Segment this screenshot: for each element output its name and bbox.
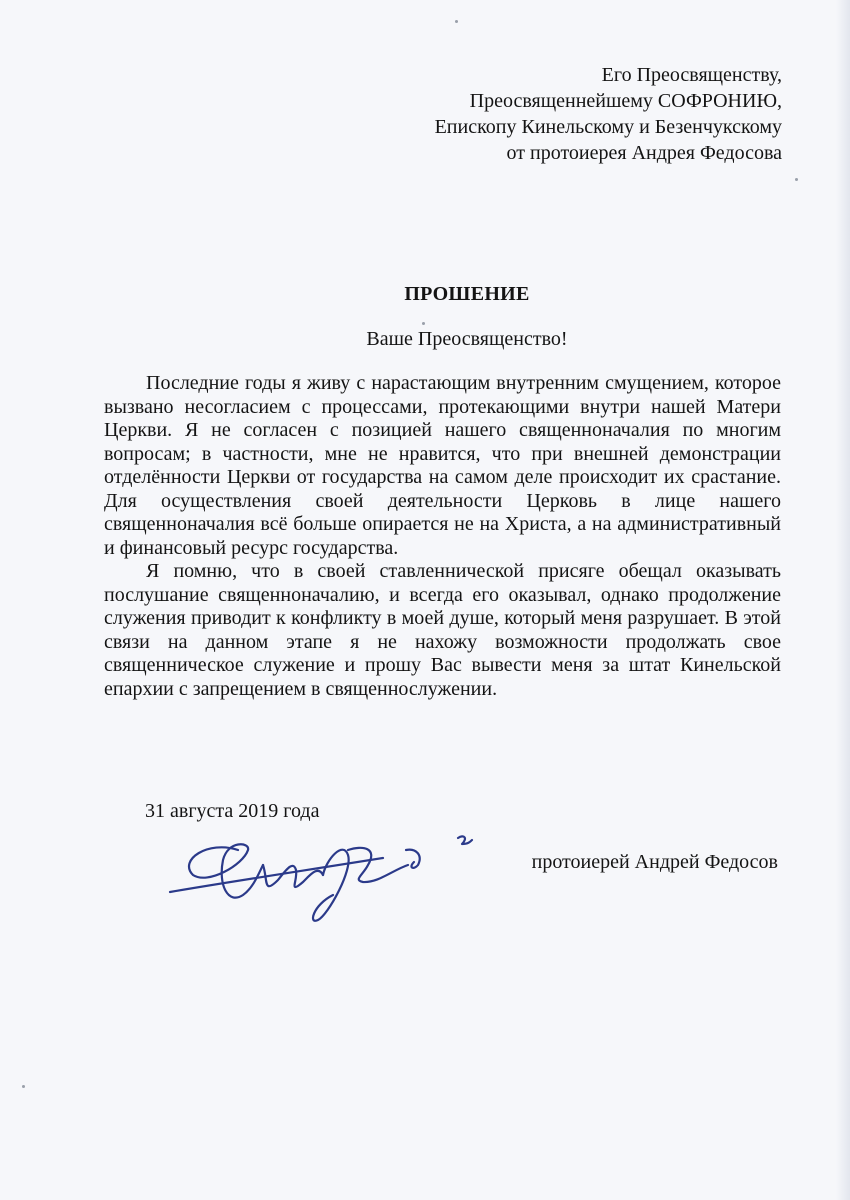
paragraph: Последние годы я живу с нарастающим внутренним смущением, которое вызвано несогласием с процессами, протекающими внутри нашей Матери Церкви. Я не согласен с позицией нашего священноначалия по многим вопросам; в частности, мне не нравится, что при внешней демонстрации отделённости Церкви от государства на самом деле происходит их срастание. Для осуществления своей деятельности Церковь в лице нашего священноначалия всё больше опирается не на Христа, а на административный и финансовый ресурс государства. <box>104 372 781 559</box>
paragraph: Я помню, что в своей ставленнической присяге обещал оказывать послушание священноначалию, и всегда его оказывал, однако продолжение служения приводит к конфликту в моей душе, который меня разрушает. В этой связи на данном этапе я не нахожу возможности продолжать свое священническое служение и прошу Вас вывести меня за штат Кинельской епархии с запрещением в священнослужении. <box>104 560 781 700</box>
letter-date: 31 августа 2019 года <box>145 800 320 822</box>
addressee-line: от протоиерея Андрея Федосова <box>506 142 782 164</box>
addressee-line: Преосвященнейшему СОФРОНИЮ, <box>469 90 782 112</box>
addressee-line: Его Преосвященству, <box>601 64 782 86</box>
letter-body <box>104 372 781 701</box>
salutation: Ваше Преосвященство! <box>366 328 568 350</box>
scan-speck <box>422 322 425 325</box>
scan-edge-shadow <box>836 0 850 1200</box>
scan-speck <box>22 1085 25 1088</box>
handwritten-signature <box>168 820 478 930</box>
signer-name: протоиерей Андрей Федосов <box>531 851 778 873</box>
document-title: ПРОШЕНИЕ <box>404 283 530 305</box>
addressee-block <box>262 62 782 166</box>
addressee-line: Епископу Кинельскому и Безенчукскому <box>434 116 782 138</box>
scan-speck <box>455 20 458 23</box>
scan-speck <box>795 178 798 181</box>
